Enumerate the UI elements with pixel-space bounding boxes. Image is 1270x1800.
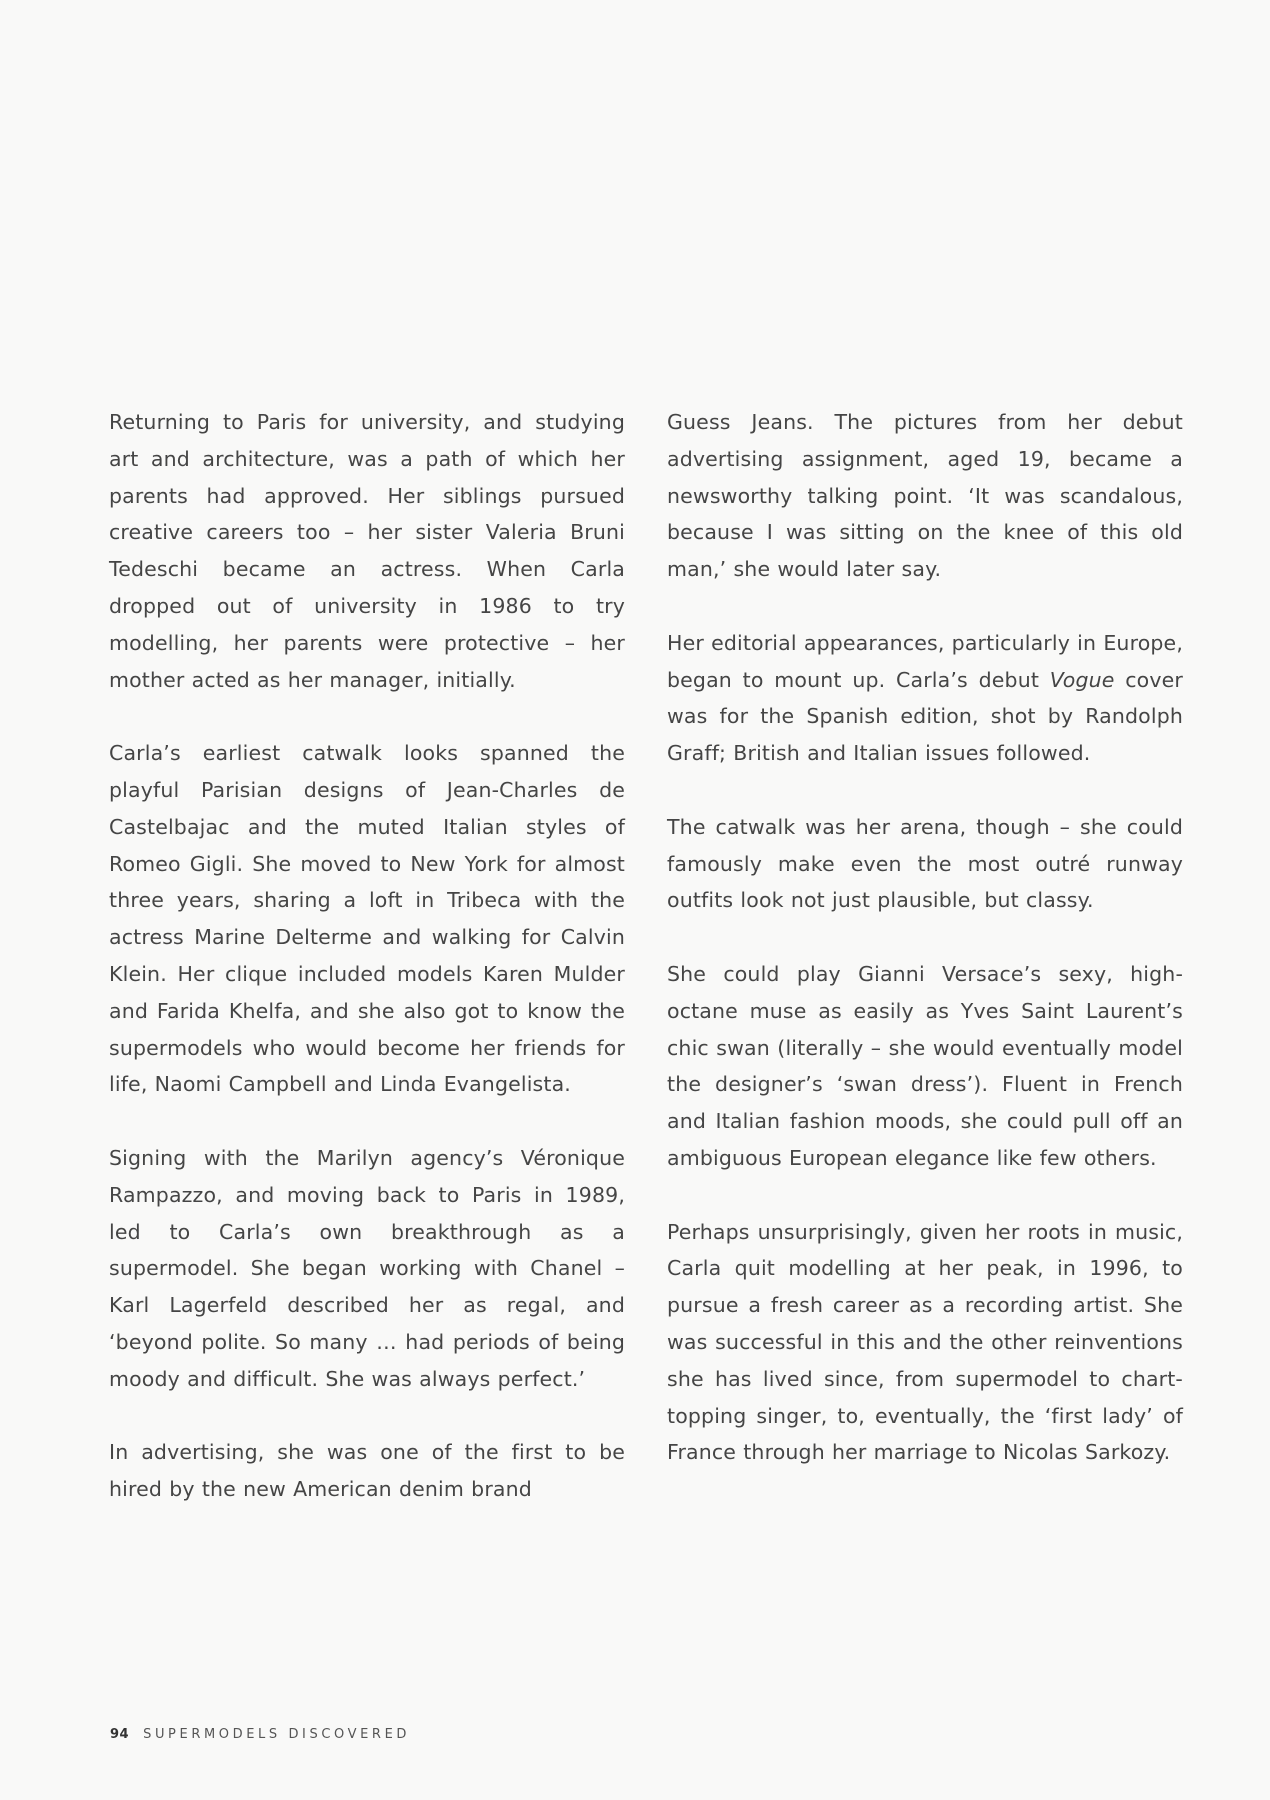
paragraph-editorial-appearances	[667, 625, 1183, 772]
right-column	[667, 404, 1183, 1508]
paragraph-advertising: In advertising, she was one of the first to be hired by the new American denim brand	[109, 1440, 625, 1502]
paragraph-catwalk-arena: The catwalk was her arena, though – she could famously make even the most outré runway outfits look not just plausible, but classy.	[667, 814, 1183, 913]
editorial-text-before: Her editorial appearances, particularly in Europe, began to mount up. Carla’s debut	[667, 630, 1183, 692]
paragraph-quit-modelling: Perhaps unsurprisingly, given her roots in music, Carla quit modelling at her peak, in 1996, to pursue a fresh career as a recording artist. She was successful in this and the other reinventions she has lived since, from supermodel to chart-topping singer, to, eventually, the ‘first lady’ of France through her marriage to Nicolas Sarkozy.	[667, 1219, 1183, 1465]
left-column	[109, 404, 625, 1545]
page-footer	[110, 1727, 410, 1742]
paragraph-guess-jeans: Guess Jeans. The pictures from her debut advertising assignment, aged 19, became a newsworthy talking point. ‘It was scandalous, because I was sitting on the knee of this old man,’ she would later say.	[667, 410, 1183, 582]
editorial-text-after: cover was for the Spanish edition, shot by Randolph Graff; British and Italian issues followed.	[667, 667, 1183, 766]
paragraph-earliest-catwalk: Carla’s earliest catwalk looks spanned the playful Parisian designs of Jean-Charles de Castelbajac and the muted Italian styles of Romeo Gigli. She moved to New York for almost three years, sharing a loft in Tribeca with the actress Marine Delterme and walking for Calvin Klein. Her clique included models Karen Mulder and Farida Khelfa, and she also got to know the supermodels who would become her friends for life, Naomi Campbell and Linda Evangelista.	[109, 741, 625, 1097]
running-title: SUPERMODELS DISCOVERED	[143, 1727, 410, 1742]
paragraph-returning-to-paris: Returning to Paris for university, and studying art and architecture, was a path of which her parents had approved. Her siblings pursued creative careers too – her sister Valeria Bruni Tedeschi became an actress. When Carla dropped out of university in 1986 to try modelling, her parents were protective – her mother acted as her manager, initially.	[109, 410, 625, 692]
paragraph-versace-ysl: She could play Gianni Versace’s sexy, high-octane muse as easily as Yves Saint Laurent’s chic swan (literally – she would eventually model the designer’s ‘swan dress’). Fluent in French and Italian fashion moods, she could pull off an ambiguous European elegance like few others.	[667, 961, 1183, 1170]
page-number: 94	[110, 1727, 130, 1742]
vogue-title: Vogue	[1049, 667, 1115, 692]
paragraph-marilyn-agency: Signing with the Marilyn agency’s Véronique Rampazzo, and moving back to Paris in 1989, led to Carla’s own breakthrough as a supermodel. She began working with Chanel – Karl Lagerfeld described her as regal, and ‘beyond polite. So many … had periods of being moody and difficult. She was always perfect.’	[109, 1145, 625, 1391]
